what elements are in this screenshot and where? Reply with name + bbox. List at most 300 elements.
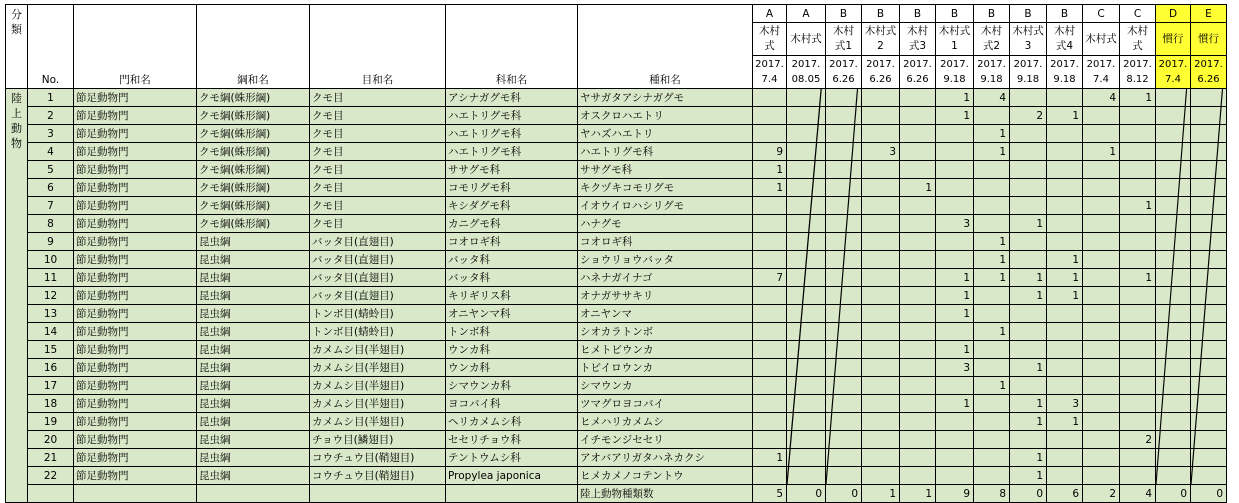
cell-order: クモ目 [310, 215, 446, 233]
cell-count [787, 215, 826, 233]
cell-count [1047, 161, 1083, 179]
cell-no: 13 [28, 305, 74, 323]
cell-count [900, 161, 936, 179]
cell-count [1120, 161, 1156, 179]
cell-count: 1 [1047, 251, 1083, 269]
cell-class: クモ綱(蛛形綱) [197, 215, 310, 233]
cell-species: ヤサガタアシナガグモ [578, 89, 753, 107]
cell-count [787, 323, 826, 341]
table-header [6, 5, 1227, 89]
cell-count [974, 359, 1010, 377]
cell-phylum: 節足動物門 [74, 359, 197, 377]
cell-count: 1 [1083, 143, 1120, 161]
cell-count [1120, 359, 1156, 377]
cell-count [862, 215, 900, 233]
strike-diagonal [1156, 125, 1190, 142]
survey-method-6: 木村式2 [974, 23, 1010, 56]
cell-count: 1 [1010, 287, 1047, 305]
cell-count [1191, 269, 1227, 287]
total-value: 2 [1083, 485, 1120, 503]
cell-count [900, 395, 936, 413]
cell-phylum: 節足動物門 [74, 233, 197, 251]
cell-count [1047, 233, 1083, 251]
cell-count: 1 [936, 305, 974, 323]
cell-count [1191, 305, 1227, 323]
cell-count [1156, 413, 1191, 431]
cell-count: 1 [1120, 269, 1156, 287]
cell-count [1010, 89, 1047, 107]
cell-order: クモ目 [310, 125, 446, 143]
cell-class: クモ綱(蛛形綱) [197, 143, 310, 161]
strike-diagonal [826, 323, 861, 340]
cell-family: ヨコバイ科 [446, 395, 578, 413]
cell-count: 3 [936, 359, 974, 377]
cell-count [974, 467, 1010, 485]
strike-diagonal [1191, 143, 1226, 160]
cell-count [900, 341, 936, 359]
cell-phylum: 節足動物門 [74, 323, 197, 341]
cell-class: 昆虫綱 [197, 449, 310, 467]
cell-count [1156, 107, 1191, 125]
cell-count [753, 359, 787, 377]
cell-count: 1 [936, 269, 974, 287]
cell-phylum: 節足動物門 [74, 377, 197, 395]
cell-count [862, 269, 900, 287]
cell-count [826, 467, 862, 485]
cell-count [1010, 323, 1047, 341]
cell-order: トンボ目(蜻蛉目) [310, 305, 446, 323]
cell-family: ウンカ科 [446, 359, 578, 377]
cell-phylum: 節足動物門 [74, 107, 197, 125]
cell-count [1010, 125, 1047, 143]
survey-method-2: 木村式1 [826, 23, 862, 56]
cell-no: 3 [28, 125, 74, 143]
cell-count [862, 377, 900, 395]
survey-method-4: 木村式3 [900, 23, 936, 56]
cell-count [1010, 143, 1047, 161]
cell-no: 18 [28, 395, 74, 413]
cell-count [1083, 323, 1120, 341]
cell-count [1047, 467, 1083, 485]
strike-diagonal [787, 341, 825, 358]
cell-no: 16 [28, 359, 74, 377]
header-class: 綱和名 [197, 5, 310, 89]
cell-count [1120, 467, 1156, 485]
cell-count [1083, 107, 1120, 125]
cell-order: チョウ目(鱗翅目) [310, 431, 446, 449]
cell-count [1120, 233, 1156, 251]
cell-count [787, 287, 826, 305]
cell-no: 22 [28, 467, 74, 485]
strike-diagonal [1191, 323, 1226, 340]
cell-no: 6 [28, 179, 74, 197]
cell-phylum: 節足動物門 [74, 395, 197, 413]
cell-count: 1 [1047, 107, 1083, 125]
cell-count [974, 341, 1010, 359]
cell-count: 1 [1010, 395, 1047, 413]
strike-diagonal [787, 359, 825, 376]
cell-count [1010, 233, 1047, 251]
cell-count [1010, 305, 1047, 323]
cell-count [1010, 251, 1047, 269]
total-value: 1 [862, 485, 900, 503]
strike-diagonal [826, 197, 861, 214]
cell-class: 昆虫綱 [197, 359, 310, 377]
total-value: 0 [1191, 485, 1227, 503]
strike-diagonal [1156, 341, 1190, 358]
cell-count [1191, 467, 1227, 485]
cell-count [787, 143, 826, 161]
cell-count [1156, 341, 1191, 359]
cell-count [753, 107, 787, 125]
cell-count [900, 305, 936, 323]
cell-order: コウチュウ目(鞘翅目) [310, 467, 446, 485]
strike-diagonal [1156, 251, 1190, 268]
strike-diagonal [1156, 107, 1190, 124]
cell-count [974, 413, 1010, 431]
cell-count [826, 359, 862, 377]
cell-count [1083, 395, 1120, 413]
cell-count: 2 [1010, 107, 1047, 125]
cell-class: 昆虫綱 [197, 233, 310, 251]
strike-diagonal [1156, 395, 1190, 412]
cell-count: 1 [1010, 467, 1047, 485]
cell-count [1047, 431, 1083, 449]
strike-diagonal [826, 467, 861, 484]
cell-count [1010, 179, 1047, 197]
cell-count: 1 [936, 89, 974, 107]
cell-class: クモ綱(蛛形綱) [197, 125, 310, 143]
cell-phylum: 節足動物門 [74, 125, 197, 143]
cell-count [900, 377, 936, 395]
cell-count [1191, 251, 1227, 269]
cell-count [753, 287, 787, 305]
cell-count [974, 395, 1010, 413]
strike-diagonal [826, 107, 861, 124]
cell-species: アオバアリガタハネカクシ [578, 449, 753, 467]
strike-diagonal [1156, 143, 1190, 160]
cell-species: シオカラトンボ [578, 323, 753, 341]
cell-count [1156, 125, 1191, 143]
cell-class: クモ綱(蛛形綱) [197, 89, 310, 107]
total-value: 8 [974, 485, 1010, 503]
strike-diagonal [826, 287, 861, 304]
strike-diagonal [1156, 305, 1190, 322]
table-row [6, 215, 1227, 233]
cell-count [1083, 161, 1120, 179]
cell-species: ヒメカメノコテントウ [578, 467, 753, 485]
cell-count [974, 107, 1010, 125]
table-row [6, 269, 1227, 287]
survey-method-9: 木村式 [1083, 23, 1120, 56]
cell-count [787, 377, 826, 395]
table-row [6, 359, 1227, 377]
cell-order: コウチュウ目(鞘翅目) [310, 449, 446, 467]
survey-code-6: B [974, 5, 1010, 23]
strike-diagonal [1156, 431, 1190, 448]
cell-count [936, 449, 974, 467]
cell-order: クモ目 [310, 161, 446, 179]
cell-order: バッタ目(直翅目) [310, 287, 446, 305]
cell-count [1047, 341, 1083, 359]
cell-count [787, 107, 826, 125]
strike-diagonal [826, 269, 861, 286]
survey-date-11: 2017.7.4 [1156, 56, 1191, 89]
cell-family: ヘリカメムシ科 [446, 413, 578, 431]
cell-count: 3 [936, 215, 974, 233]
strike-diagonal [787, 179, 825, 196]
cell-count: 4 [974, 89, 1010, 107]
survey-date-3: 2017.6.26 [862, 56, 900, 89]
cell-count [900, 359, 936, 377]
survey-code-2: B [826, 5, 862, 23]
cell-count [826, 305, 862, 323]
cell-count [826, 89, 862, 107]
strike-diagonal [826, 395, 861, 412]
cell-count [787, 341, 826, 359]
cell-species: オナガササキリ [578, 287, 753, 305]
cell-count [1083, 233, 1120, 251]
cell-count [862, 179, 900, 197]
cell-count [1120, 215, 1156, 233]
strike-diagonal [1191, 161, 1226, 178]
cell-count [862, 467, 900, 485]
strike-diagonal [826, 179, 861, 196]
cell-count [787, 197, 826, 215]
table-row [6, 197, 1227, 215]
cell-count: 1 [753, 449, 787, 467]
cell-count [1156, 431, 1191, 449]
survey-method-10: 木村式 [1120, 23, 1156, 56]
cell-count [826, 449, 862, 467]
survey-method-1: 木村式 [787, 23, 826, 56]
cell-phylum: 節足動物門 [74, 251, 197, 269]
cell-count: 1 [900, 179, 936, 197]
cell-family: ハエトリグモ科 [446, 107, 578, 125]
cell-species: ヒメハリカメムシ [578, 413, 753, 431]
cell-count [936, 125, 974, 143]
strike-diagonal [1156, 233, 1190, 250]
cell-count [1156, 323, 1191, 341]
survey-method-3: 木村式2 [862, 23, 900, 56]
cell-count: 1 [1010, 359, 1047, 377]
survey-date-4: 2017.6.26 [900, 56, 936, 89]
cell-count [1191, 395, 1227, 413]
cell-count [974, 215, 1010, 233]
cell-species: オニヤンマ [578, 305, 753, 323]
cell-count [1191, 161, 1227, 179]
cell-count: 1 [1120, 197, 1156, 215]
survey-method-7: 木村式3 [1010, 23, 1047, 56]
cell-class: 昆虫綱 [197, 251, 310, 269]
strike-diagonal [787, 287, 825, 304]
cell-family: セセリチョウ科 [446, 431, 578, 449]
cell-count: 9 [753, 143, 787, 161]
cell-count [1047, 323, 1083, 341]
cell-count [1191, 287, 1227, 305]
strike-diagonal [787, 143, 825, 160]
survey-code-1: A [787, 5, 826, 23]
table-row [6, 341, 1227, 359]
survey-date-12: 2017.6.26 [1191, 56, 1227, 89]
cell-count [787, 251, 826, 269]
cell-family: バッタ科 [446, 251, 578, 269]
cell-count [1191, 143, 1227, 161]
cell-phylum: 節足動物門 [74, 215, 197, 233]
strike-diagonal [1191, 431, 1226, 448]
cell-order: クモ目 [310, 179, 446, 197]
survey-code-0: A [753, 5, 787, 23]
strike-diagonal [1191, 395, 1226, 412]
cell-count [862, 125, 900, 143]
cell-count [1191, 323, 1227, 341]
survey-code-5: B [936, 5, 974, 23]
cell-count [753, 305, 787, 323]
strike-diagonal [1191, 449, 1226, 466]
cell-count [900, 215, 936, 233]
cell-count [936, 143, 974, 161]
cell-count [900, 413, 936, 431]
cell-no: 20 [28, 431, 74, 449]
cell-count [1156, 467, 1191, 485]
cell-count [1047, 143, 1083, 161]
cell-no: 9 [28, 233, 74, 251]
strike-diagonal [826, 359, 861, 376]
survey-code-4: B [900, 5, 936, 23]
strike-diagonal [1191, 377, 1226, 394]
cell-count [1083, 215, 1120, 233]
strike-diagonal [1191, 179, 1226, 196]
cell-count [900, 251, 936, 269]
cell-species: コオロギ科 [578, 233, 753, 251]
strike-diagonal [1156, 287, 1190, 304]
cell-count [826, 143, 862, 161]
cell-count [862, 323, 900, 341]
cell-family: テントウムシ科 [446, 449, 578, 467]
cell-species: ササグモ科 [578, 161, 753, 179]
cell-count [1047, 197, 1083, 215]
total-blank [74, 485, 197, 503]
cell-count [862, 341, 900, 359]
strike-diagonal [787, 125, 825, 142]
strike-diagonal [1156, 89, 1190, 106]
cell-count: 2 [1120, 431, 1156, 449]
cell-count [1083, 251, 1120, 269]
total-value: 6 [1047, 485, 1083, 503]
cell-family: コオロギ科 [446, 233, 578, 251]
cell-count [1120, 323, 1156, 341]
total-value: 0 [1156, 485, 1191, 503]
survey-date-2: 2017.6.26 [826, 56, 862, 89]
strike-diagonal [787, 89, 825, 106]
cell-count [1047, 215, 1083, 233]
survey-date-7: 2017.9.18 [1010, 56, 1047, 89]
survey-code-11: D [1156, 5, 1191, 23]
cell-species: ショウリョウバッタ [578, 251, 753, 269]
total-value: 5 [753, 485, 787, 503]
cell-order: クモ目 [310, 107, 446, 125]
cell-count [787, 125, 826, 143]
cell-phylum: 節足動物門 [74, 143, 197, 161]
cell-order: バッタ目(直翅目) [310, 269, 446, 287]
cell-count [1191, 89, 1227, 107]
cell-no: 1 [28, 89, 74, 107]
cell-count [753, 323, 787, 341]
cell-count [1047, 89, 1083, 107]
cell-no: 21 [28, 449, 74, 467]
cell-count [1083, 269, 1120, 287]
cell-class: 昆虫綱 [197, 287, 310, 305]
cell-family: オニヤンマ科 [446, 305, 578, 323]
cell-count [1047, 179, 1083, 197]
strike-diagonal [1156, 161, 1190, 178]
cell-count [862, 161, 900, 179]
cell-count [862, 89, 900, 107]
species-survey-table [5, 4, 1227, 503]
cell-count: 3 [862, 143, 900, 161]
cell-species: イオウイロハシリグモ [578, 197, 753, 215]
cell-count: 1 [974, 251, 1010, 269]
cell-count [1191, 107, 1227, 125]
cell-no: 12 [28, 287, 74, 305]
cell-count [936, 233, 974, 251]
total-value: 0 [1010, 485, 1047, 503]
cell-count [900, 143, 936, 161]
cell-family: コモリグモ科 [446, 179, 578, 197]
strike-diagonal [826, 89, 861, 106]
cell-count [1191, 449, 1227, 467]
strike-diagonal [826, 251, 861, 268]
cell-family: シマウンカ科 [446, 377, 578, 395]
cell-count [1083, 197, 1120, 215]
cell-count [974, 161, 1010, 179]
cell-count [974, 179, 1010, 197]
cell-count [1083, 377, 1120, 395]
cell-phylum: 節足動物門 [74, 287, 197, 305]
cell-count [1156, 305, 1191, 323]
cell-count [1047, 449, 1083, 467]
cell-count [1083, 413, 1120, 431]
survey-code-10: C [1120, 5, 1156, 23]
cell-count [753, 431, 787, 449]
cell-count [862, 305, 900, 323]
cell-no: 19 [28, 413, 74, 431]
cell-count [1120, 143, 1156, 161]
strike-diagonal [1191, 251, 1226, 268]
survey-method-11: 慣行 [1156, 23, 1191, 56]
strike-diagonal [787, 323, 825, 340]
cell-species: ハナグモ [578, 215, 753, 233]
cell-count [862, 287, 900, 305]
cell-count [826, 161, 862, 179]
cell-count [862, 431, 900, 449]
cell-count [787, 233, 826, 251]
cell-count: 1 [974, 233, 1010, 251]
strike-diagonal [826, 305, 861, 322]
cell-family: ウンカ科 [446, 341, 578, 359]
cell-count [753, 467, 787, 485]
total-blank [28, 485, 74, 503]
table-row [6, 161, 1227, 179]
total-value: 0 [826, 485, 862, 503]
strike-diagonal [787, 431, 825, 448]
cell-count [1156, 395, 1191, 413]
header-species: 種和名 [578, 5, 753, 89]
cell-count [787, 431, 826, 449]
strike-diagonal [787, 413, 825, 430]
cell-count [1083, 467, 1120, 485]
cell-count [1156, 179, 1191, 197]
